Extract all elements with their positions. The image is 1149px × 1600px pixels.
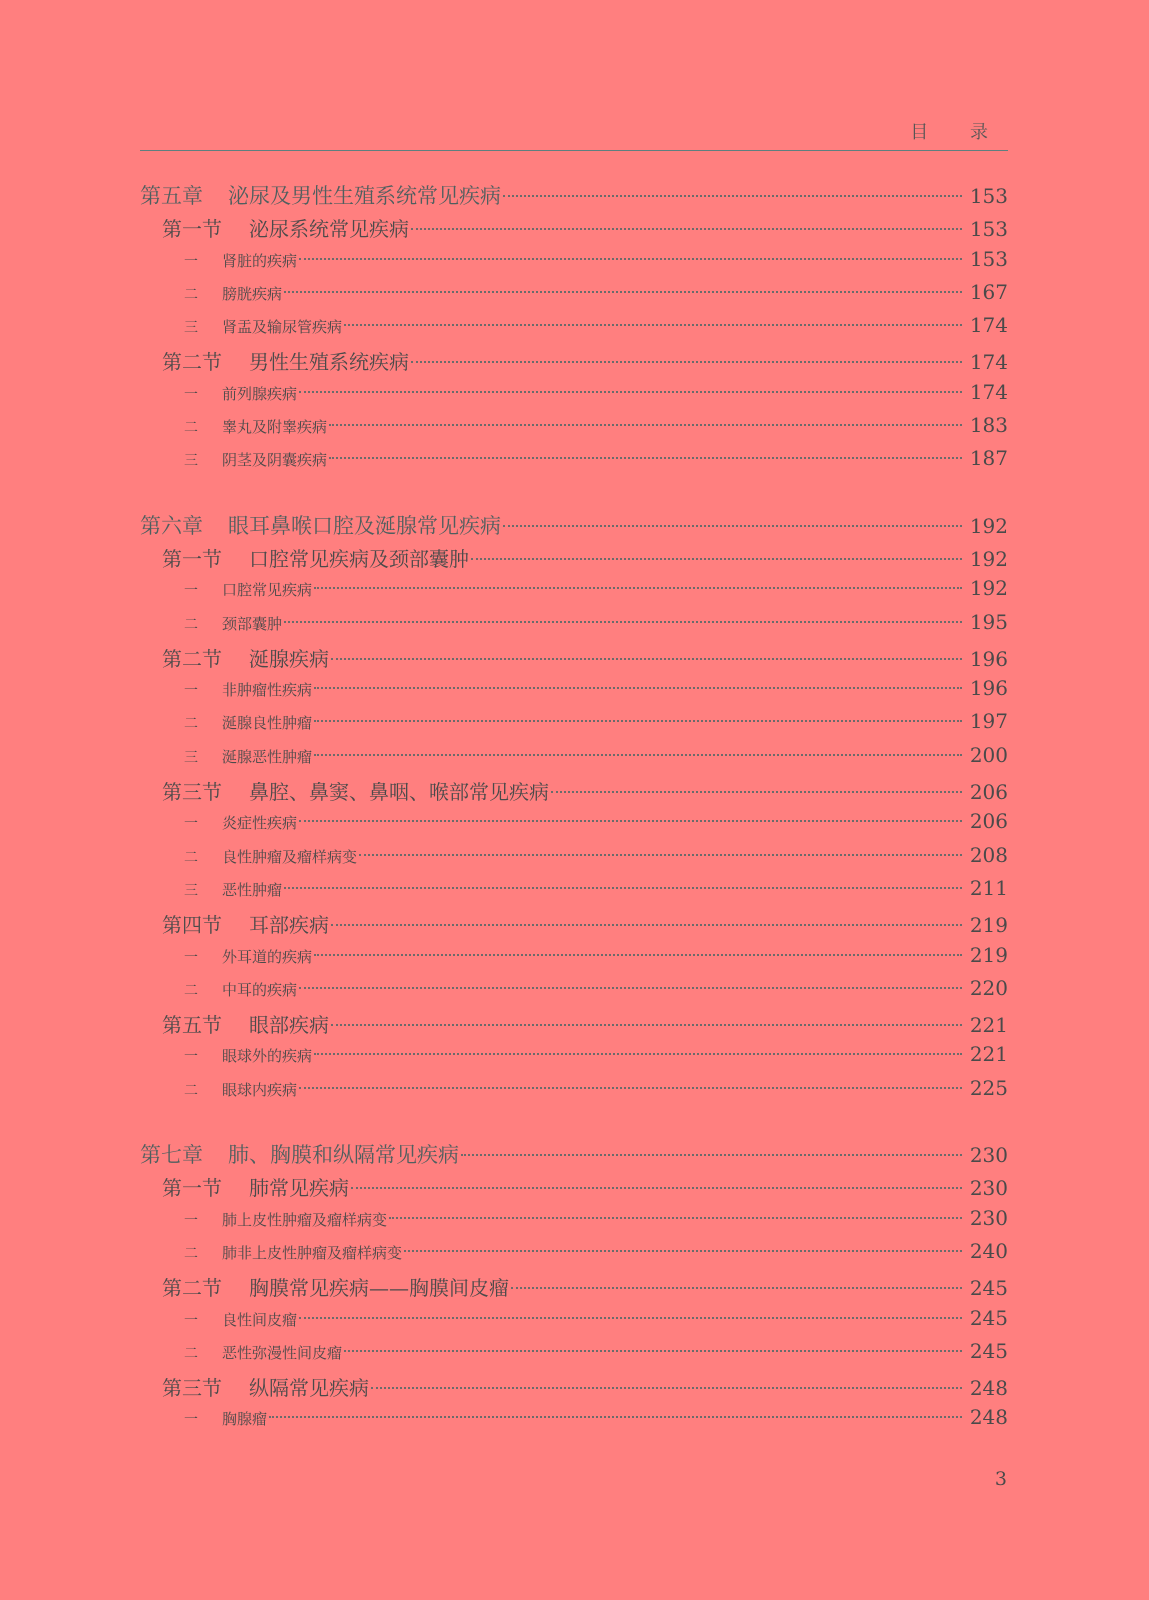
toc-entry-heading [184, 250, 297, 271]
toc-entry-number: 第四节 [162, 913, 222, 938]
toc-entry-number: 一 [184, 1049, 198, 1066]
dot-leader [331, 658, 962, 660]
toc-chapter-entry[interactable] [140, 510, 1008, 543]
toc-entry-page: 183 [969, 413, 1008, 438]
toc-entry-page: 245 [969, 1305, 1008, 1330]
toc-item-entry[interactable] [140, 809, 1008, 842]
toc-item-entry[interactable] [140, 446, 1008, 479]
toc-entry-heading [162, 776, 549, 805]
toc-entry-number: 二 [184, 420, 198, 437]
toc-entry-title: 中耳的疾病 [222, 980, 298, 999]
toc-chapter-entry[interactable] [140, 180, 1008, 213]
toc-entry-heading [184, 449, 327, 470]
toc-item-entry[interactable] [140, 1042, 1008, 1075]
toc-entry-title: 炎症性疾病 [222, 814, 298, 833]
dot-leader [389, 1217, 962, 1219]
toc-entry-page: 192 [969, 513, 1008, 538]
toc-entry-number: 一 [184, 253, 198, 270]
dot-leader [511, 1287, 962, 1289]
toc-section-entry[interactable] [140, 1172, 1008, 1205]
toc-entry-title: 良性肿瘤及瘤样病变 [222, 847, 358, 866]
dot-leader [299, 820, 962, 822]
toc-entry-page: 230 [969, 1176, 1008, 1201]
toc-entry-number: 第三节 [162, 780, 222, 805]
toc-entry-heading [184, 946, 312, 967]
dot-leader [299, 391, 962, 393]
toc-entry-heading [140, 1139, 459, 1169]
toc-entry-page: 153 [969, 217, 1008, 242]
toc-entry-title: 胸腺瘤 [222, 1410, 268, 1429]
running-header [140, 110, 1008, 151]
dot-leader [299, 1087, 962, 1089]
toc-entry-page: 219 [969, 942, 1008, 967]
toc-item-entry[interactable] [140, 1076, 1008, 1109]
toc-entry-number: 一 [184, 816, 198, 833]
toc-entry-number: 第六章 [140, 513, 203, 538]
toc-item-entry[interactable] [140, 843, 1008, 876]
dot-leader [331, 924, 962, 926]
toc-item-entry[interactable] [140, 413, 1008, 446]
toc-entry-title: 肾脏的疾病 [222, 251, 298, 270]
dot-leader [284, 621, 962, 623]
toc-entry-number: 二 [184, 1345, 198, 1362]
toc-entry-number: 第一节 [162, 546, 222, 571]
toc-item-entry[interactable] [140, 1306, 1008, 1339]
toc-entry-page: 195 [969, 609, 1008, 634]
toc-entry-title: 纵隔常见疾病 [249, 1376, 369, 1401]
toc-entry-title: 男性生殖系统疾病 [249, 350, 409, 375]
toc-item-entry[interactable] [140, 280, 1008, 313]
dot-leader [344, 1350, 962, 1352]
toc-entry-number: 一 [184, 386, 198, 403]
toc-entry-heading [184, 1342, 342, 1363]
toc-entry-heading [162, 643, 329, 672]
toc-entry-heading [162, 1009, 329, 1038]
toc-entry-number: 一 [184, 1312, 198, 1329]
toc-entry-number: 二 [184, 616, 198, 633]
toc-entry-title: 前列腺疾病 [222, 384, 298, 403]
toc-entry-page: 248 [969, 1376, 1008, 1401]
toc-entry-title: 肺常见疾病 [249, 1176, 349, 1201]
toc-entry-page: 230 [969, 1143, 1008, 1168]
toc-entry-number: 一 [184, 683, 198, 700]
toc-entry-number: 二 [184, 716, 198, 733]
toc-entry-heading [162, 346, 409, 375]
toc-entry-title: 胸膜常见疾病——胸膜间皮瘤 [249, 1276, 509, 1301]
dot-leader [299, 987, 962, 989]
toc-entry-heading [184, 579, 312, 600]
toc-entry-title: 肺、胸膜和纵隔常见疾病 [228, 1143, 459, 1168]
dot-leader [284, 887, 962, 889]
toc-entry-heading [184, 383, 297, 404]
dot-leader [314, 954, 962, 956]
header-title: 目 录 [910, 122, 1006, 143]
toc-entry-title: 口腔常见疾病 [222, 581, 313, 600]
toc-item-entry[interactable] [140, 313, 1008, 346]
toc-entry-heading [184, 1079, 297, 1100]
toc-entry-heading [184, 846, 357, 867]
toc-entry-heading [162, 213, 409, 242]
toc-entry-number: 第五节 [162, 1013, 222, 1038]
toc-entry-heading [162, 1272, 509, 1301]
toc-entry-heading [184, 812, 297, 833]
dot-leader [329, 457, 962, 459]
toc-item-entry[interactable] [140, 380, 1008, 413]
toc-entry-heading [184, 1045, 312, 1066]
toc-item-entry[interactable] [140, 576, 1008, 609]
dot-leader [503, 525, 962, 527]
toc-item-entry[interactable] [140, 1405, 1008, 1438]
toc-entry-page: 196 [969, 676, 1008, 701]
toc-entry-page: 220 [969, 975, 1008, 1000]
toc-entry-page: 192 [969, 546, 1008, 571]
toc-section-entry[interactable] [140, 543, 1008, 576]
toc-section-entry[interactable] [140, 213, 1008, 246]
toc-entry-title: 肺上皮性肿瘤及瘤样病变 [222, 1210, 388, 1229]
dot-leader [411, 361, 962, 363]
toc-entry-number: 第二节 [162, 1276, 222, 1301]
toc-entry-page: 245 [969, 1338, 1008, 1363]
toc-section-entry[interactable] [140, 776, 1008, 809]
toc-item-entry[interactable] [140, 1239, 1008, 1272]
toc-entry-number: 第三节 [162, 1376, 222, 1401]
toc-item-entry[interactable] [140, 943, 1008, 976]
toc-entry-title: 恶性肿瘤 [222, 880, 283, 899]
toc-item-entry[interactable] [140, 709, 1008, 742]
toc-entry-number: 一 [184, 1212, 198, 1229]
dot-leader [359, 854, 962, 856]
toc-entry-title: 颈部囊肿 [222, 614, 283, 633]
toc-entry-heading [140, 180, 501, 210]
toc-section-entry[interactable] [140, 1009, 1008, 1042]
dot-leader [299, 1317, 962, 1319]
toc-entry-title: 泌尿系统常见疾病 [249, 217, 409, 242]
toc-entry-page: 206 [969, 780, 1008, 805]
dot-leader [284, 291, 962, 293]
toc-section-entry[interactable] [140, 909, 1008, 942]
toc-entry-number: 二 [184, 1082, 198, 1099]
toc-entry-heading [184, 879, 282, 900]
toc-entry-page: 153 [969, 184, 1008, 208]
toc-entry-title: 良性间皮瘤 [222, 1310, 298, 1329]
toc-entry-title: 眼部疾病 [249, 1013, 329, 1038]
dot-leader [331, 1024, 962, 1026]
table-of-contents [140, 180, 1008, 1439]
toc-entry-title: 非肿瘤性疾病 [222, 681, 313, 700]
toc-entry-page: 167 [969, 279, 1008, 304]
toc-entry-number: 一 [184, 583, 198, 600]
toc-entry-title: 眼耳鼻喉口腔及涎腺常见疾病 [228, 513, 501, 538]
toc-entry-title: 恶性弥漫性间皮瘤 [222, 1343, 343, 1362]
toc-entry-heading [162, 909, 329, 938]
toc-entry-number: 二 [184, 1245, 198, 1262]
toc-entry-title: 涎腺恶性肿瘤 [222, 747, 313, 766]
toc-entry-heading [162, 1172, 349, 1201]
dot-leader [351, 1187, 962, 1189]
toc-entry-page: 221 [969, 1013, 1008, 1038]
toc-entry-page: 200 [969, 742, 1008, 767]
toc-entry-heading [184, 1309, 297, 1330]
dot-leader [551, 791, 962, 793]
toc-entry-heading [184, 679, 312, 700]
chapter-spacer [140, 1109, 1008, 1139]
dot-leader [471, 558, 962, 560]
toc-item-entry[interactable] [140, 676, 1008, 709]
toc-entry-heading [184, 283, 282, 304]
toc-entry-number: 三 [184, 320, 198, 337]
toc-entry-heading [184, 712, 312, 733]
dot-leader [344, 324, 962, 326]
toc-section-entry[interactable] [140, 643, 1008, 676]
dot-leader [503, 195, 962, 197]
dot-leader [314, 720, 962, 722]
toc-entry-number: 三 [184, 882, 198, 899]
toc-entry-title: 泌尿及男性生殖系统常见疾病 [228, 184, 501, 208]
toc-entry-title: 涎腺良性肿瘤 [222, 714, 313, 733]
toc-section-entry[interactable] [140, 1372, 1008, 1405]
dot-leader [314, 687, 962, 689]
dot-leader [461, 1154, 962, 1156]
toc-entry-page: 153 [969, 246, 1008, 271]
toc-item-entry[interactable] [140, 976, 1008, 1009]
toc-entry-number: 第一节 [162, 217, 222, 242]
toc-entry-page: 206 [969, 809, 1008, 834]
dot-leader [411, 228, 962, 230]
toc-entry-number: 一 [184, 949, 198, 966]
toc-entry-number: 三 [184, 749, 198, 766]
toc-entry-number: 二 [184, 849, 198, 866]
toc-item-entry[interactable] [140, 876, 1008, 909]
toc-entry-page: 219 [969, 913, 1008, 938]
toc-entry-title: 眼球外的疾病 [222, 1047, 313, 1066]
toc-entry-number: 第二节 [162, 646, 222, 671]
toc-entry-page: 192 [969, 576, 1008, 601]
toc-item-entry[interactable] [140, 743, 1008, 776]
toc-entry-heading [184, 416, 327, 437]
toc-entry-page: 211 [969, 875, 1008, 900]
toc-entry-heading [162, 543, 469, 572]
toc-entry-number: 二 [184, 982, 198, 999]
toc-entry-title: 鼻腔、鼻窦、鼻咽、喉部常见疾病 [249, 780, 549, 805]
toc-entry-heading [184, 1242, 402, 1263]
toc-chapter-entry[interactable] [140, 1139, 1008, 1172]
toc-entry-title: 肺非上皮性肿瘤及瘤样病变 [222, 1243, 403, 1262]
toc-item-entry[interactable] [140, 1339, 1008, 1372]
toc-entry-title: 耳部疾病 [249, 913, 329, 938]
dot-leader [314, 754, 962, 756]
toc-entry-page: 240 [969, 1238, 1008, 1263]
toc-item-entry[interactable] [140, 247, 1008, 280]
toc-section-entry[interactable] [140, 1272, 1008, 1305]
toc-entry-page: 197 [969, 709, 1008, 734]
toc-entry-title: 口腔常见疾病及颈部囊肿 [249, 546, 469, 571]
toc-entry-number: 第一节 [162, 1176, 222, 1201]
dot-leader [404, 1250, 962, 1252]
toc-entry-heading [184, 979, 297, 1000]
toc-entry-number: 二 [184, 286, 198, 303]
toc-item-entry[interactable] [140, 1206, 1008, 1239]
toc-entry-heading [184, 746, 312, 767]
toc-entry-heading [140, 510, 501, 540]
dot-leader [269, 1416, 962, 1418]
toc-entry-title: 外耳道的疾病 [222, 947, 313, 966]
toc-entry-page: 230 [969, 1205, 1008, 1230]
toc-item-entry[interactable] [140, 610, 1008, 643]
toc-entry-page: 245 [969, 1276, 1008, 1301]
toc-entry-page: 174 [969, 313, 1008, 338]
toc-entry-page: 187 [969, 446, 1008, 471]
toc-entry-heading [162, 1372, 369, 1401]
toc-entry-number: 三 [184, 453, 198, 470]
chapter-spacer [140, 480, 1008, 510]
dot-leader [299, 258, 962, 260]
toc-entry-page: 208 [969, 842, 1008, 867]
toc-entry-number: 一 [184, 1412, 198, 1429]
toc-entry-title: 膀胱疾病 [222, 284, 283, 303]
dot-leader [371, 1387, 962, 1389]
toc-entry-heading [184, 1408, 267, 1429]
toc-entry-page: 225 [969, 1075, 1008, 1100]
toc-entry-page: 221 [969, 1042, 1008, 1067]
toc-entry-title: 阴茎及阴囊疾病 [222, 451, 328, 470]
toc-entry-page: 174 [969, 379, 1008, 404]
page-number: 3 [994, 1468, 1007, 1490]
toc-entry-title: 睾丸及附睾疾病 [222, 418, 328, 437]
toc-entry-page: 196 [969, 646, 1008, 671]
toc-entry-heading [184, 613, 282, 634]
toc-entry-number: 第五章 [140, 184, 203, 208]
dot-leader [314, 587, 962, 589]
toc-entry-title: 涎腺疾病 [249, 646, 329, 671]
toc-entry-page: 174 [969, 350, 1008, 375]
toc-section-entry[interactable] [140, 346, 1008, 379]
toc-entry-number: 第七章 [140, 1143, 203, 1168]
toc-entry-heading [184, 1209, 387, 1230]
toc-entry-heading [184, 316, 342, 337]
dot-leader [314, 1053, 962, 1055]
toc-entry-title: 眼球内疾病 [222, 1080, 298, 1099]
dot-leader [329, 424, 962, 426]
toc-entry-title: 肾盂及输尿管疾病 [222, 318, 343, 337]
toc-entry-number: 第二节 [162, 350, 222, 375]
toc-entry-page: 248 [969, 1405, 1008, 1430]
